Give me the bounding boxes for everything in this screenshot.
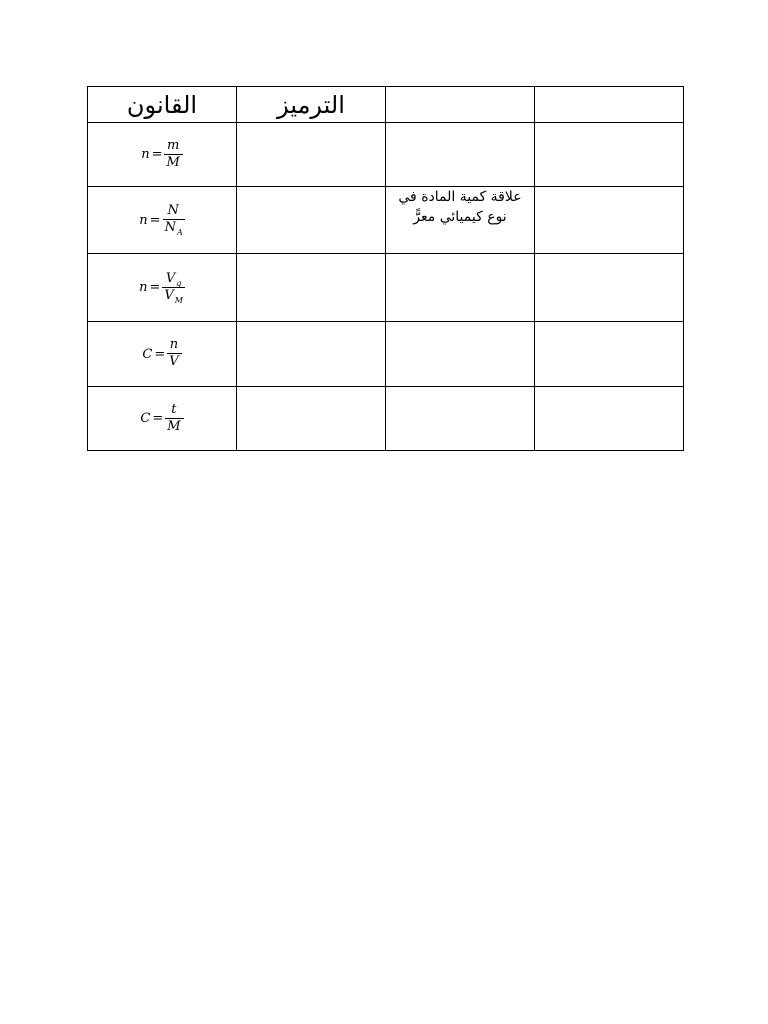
formula-cell [88, 123, 237, 187]
description-cell [386, 123, 535, 187]
table-row [88, 322, 684, 387]
formula-lhs: C [140, 411, 151, 426]
header-cell-empty-1 [386, 87, 535, 123]
formula-cell [88, 254, 237, 322]
fraction [167, 338, 181, 370]
formula-lhs: n [139, 212, 148, 228]
notation-cell [237, 254, 386, 322]
formula-lhs: n [141, 147, 150, 162]
notation-cell [237, 187, 386, 254]
notation-cell [237, 123, 386, 187]
description-text: علاقة كمية المادة في نوع كيميائي معرًّ [398, 189, 522, 225]
fraction-numerator: t [171, 401, 177, 417]
header-cell-notation [237, 87, 386, 123]
formula [141, 139, 183, 171]
fraction-denominator: V [167, 353, 181, 370]
header-cell-law [88, 87, 237, 123]
fraction [163, 204, 185, 236]
formula [142, 338, 181, 370]
notation-cell [237, 387, 386, 451]
description-cell [386, 387, 535, 451]
formula-lhs: C [142, 346, 153, 362]
empty-cell [535, 322, 684, 387]
table-row [88, 387, 684, 451]
fraction-numerator: $V_g$ [165, 270, 182, 288]
laws-table [87, 86, 684, 451]
formula [139, 204, 184, 236]
empty-cell [535, 123, 684, 187]
fraction [164, 139, 182, 171]
formula-cell [88, 322, 237, 387]
fraction-denominator: $N_A$ [164, 220, 183, 237]
table-header-row [88, 87, 684, 123]
table-row [88, 187, 684, 254]
formula-cell [88, 187, 237, 254]
description-cell [386, 254, 535, 322]
empty-cell [535, 187, 684, 254]
empty-cell [535, 387, 684, 451]
formula-equals: = [149, 212, 161, 228]
description-cell [386, 187, 535, 254]
formula-equals: = [151, 147, 163, 162]
fraction [165, 403, 183, 435]
fraction-denominator: M [165, 418, 183, 435]
fraction [162, 272, 185, 304]
fraction-numerator: N [167, 203, 179, 218]
header-cell-empty-2 [535, 87, 684, 123]
fraction-numerator: n [169, 337, 179, 352]
header-notation: الترميز [277, 90, 345, 119]
fraction-denominator: $V_M$ [164, 287, 183, 305]
fraction-numerator: m [166, 137, 180, 153]
formula-lhs: n [139, 280, 148, 295]
formula-equals: = [152, 411, 164, 426]
table-row [88, 123, 684, 187]
formula [140, 403, 183, 435]
formula-cell [88, 387, 237, 451]
notation-cell [237, 322, 386, 387]
description-cell [386, 322, 535, 387]
table-row [88, 254, 684, 322]
header-law: القانون [126, 90, 198, 119]
empty-cell [535, 254, 684, 322]
formula-equals: = [149, 280, 161, 295]
fraction-denominator: M [164, 154, 182, 171]
formula-equals: = [154, 346, 166, 362]
formula [139, 272, 185, 304]
